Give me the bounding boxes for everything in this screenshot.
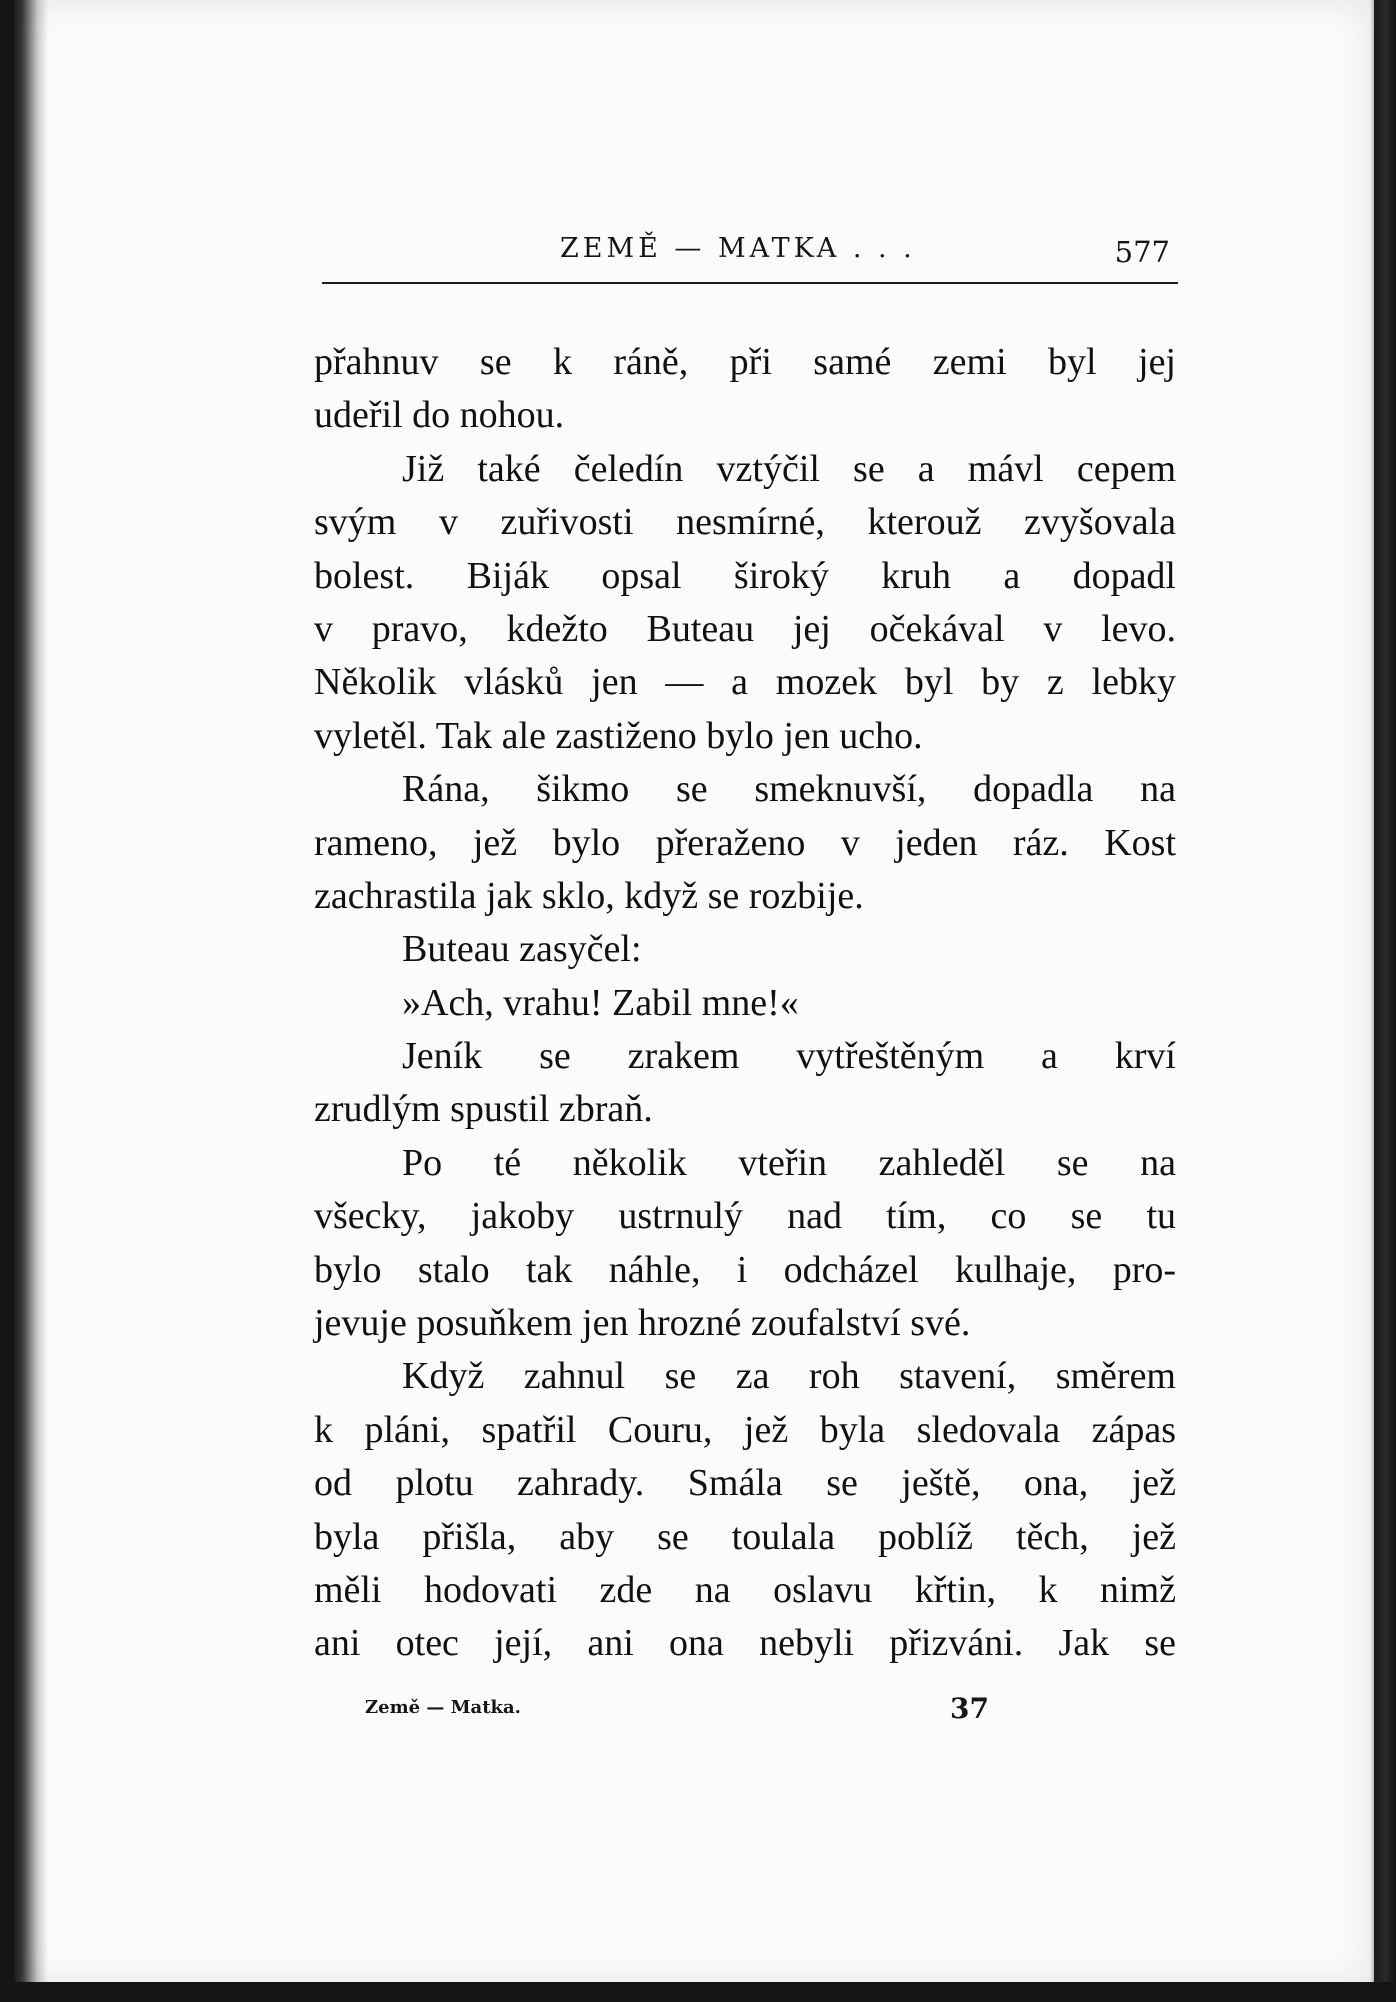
text-line: svým v zuřivosti nesmírné, kterouž zvyšovala	[314, 501, 1176, 544]
text-line: rameno, jež bylo přeraženo v jeden ráz. Kost	[314, 821, 1176, 864]
text-line: udeřil do nohou.	[314, 394, 565, 437]
text-line: Několik vlásků jen — a mozek byl by z lebky	[314, 661, 1176, 704]
running-title: ZEMĚ — MATKA . . .	[560, 233, 916, 264]
text-line: Když zahnul se za roh stavení, směrem	[402, 1355, 1176, 1398]
text-line: Již také čeledín vztýčil se a mávl cepem	[402, 447, 1176, 490]
text-line: »Ach, vrahu! Zabil mne!«	[402, 981, 799, 1024]
text-line: od plotu zahrady. Smála se ještě, ona, jež	[314, 1462, 1176, 1505]
text-line: jevuje posuňkem jen hrozné zoufalství své.	[314, 1302, 971, 1345]
text-line: Po té několik vteřin zahleděl se na	[402, 1141, 1176, 1184]
text-line: všecky, jakoby ustrnulý nad tím, co se tu	[314, 1195, 1176, 1238]
text-line: Rána, šikmo se smeknuvší, dopadla na	[402, 768, 1176, 811]
text-line: ani otec její, ani ona nebyli přizváni. Jak se	[314, 1622, 1176, 1665]
text-line: v pravo, kdežto Buteau jej očekával v levo.	[314, 607, 1176, 650]
spine-shadow	[14, 0, 48, 1985]
text-line: přahnuv se k ráně, při samé zemi byl jej	[314, 341, 1176, 383]
page-edge-right	[1370, 0, 1396, 2002]
text-line: byla přišla, aby se toulala poblíž těch, jež	[314, 1515, 1176, 1558]
text-line: zachrastila jak sklo, když se rozbije.	[314, 874, 864, 917]
text-line: bolest. Biják opsal široký kruh a dopadl	[314, 554, 1176, 597]
text-line: Buteau zasyčel:	[402, 928, 642, 971]
text-line: zrudlým spustil zbraň.	[314, 1088, 653, 1131]
signature-mark: Země — Matka.	[365, 1697, 521, 1718]
text-line: Jeník se zrakem vytřeštěným a krví	[402, 1035, 1176, 1078]
text-line: bylo stalo tak náhle, i odcházel kulhaje, pro-	[314, 1248, 1176, 1291]
text-line: vyletěl. Tak ale zastiženo bylo jen ucho.	[314, 714, 923, 757]
running-header	[322, 233, 1178, 273]
page-edge-bottom	[0, 1982, 1396, 2002]
header-rule	[322, 282, 1178, 284]
text-line: k pláni, spatřil Couru, jež byla sledovala zápas	[314, 1408, 1176, 1451]
text-line: měli hodovati zde na oslavu křtin, k nimž	[314, 1568, 1176, 1611]
page-number: 577	[1114, 235, 1170, 269]
body-text	[314, 336, 1176, 1671]
sheet-number: 37	[950, 1692, 989, 1725]
